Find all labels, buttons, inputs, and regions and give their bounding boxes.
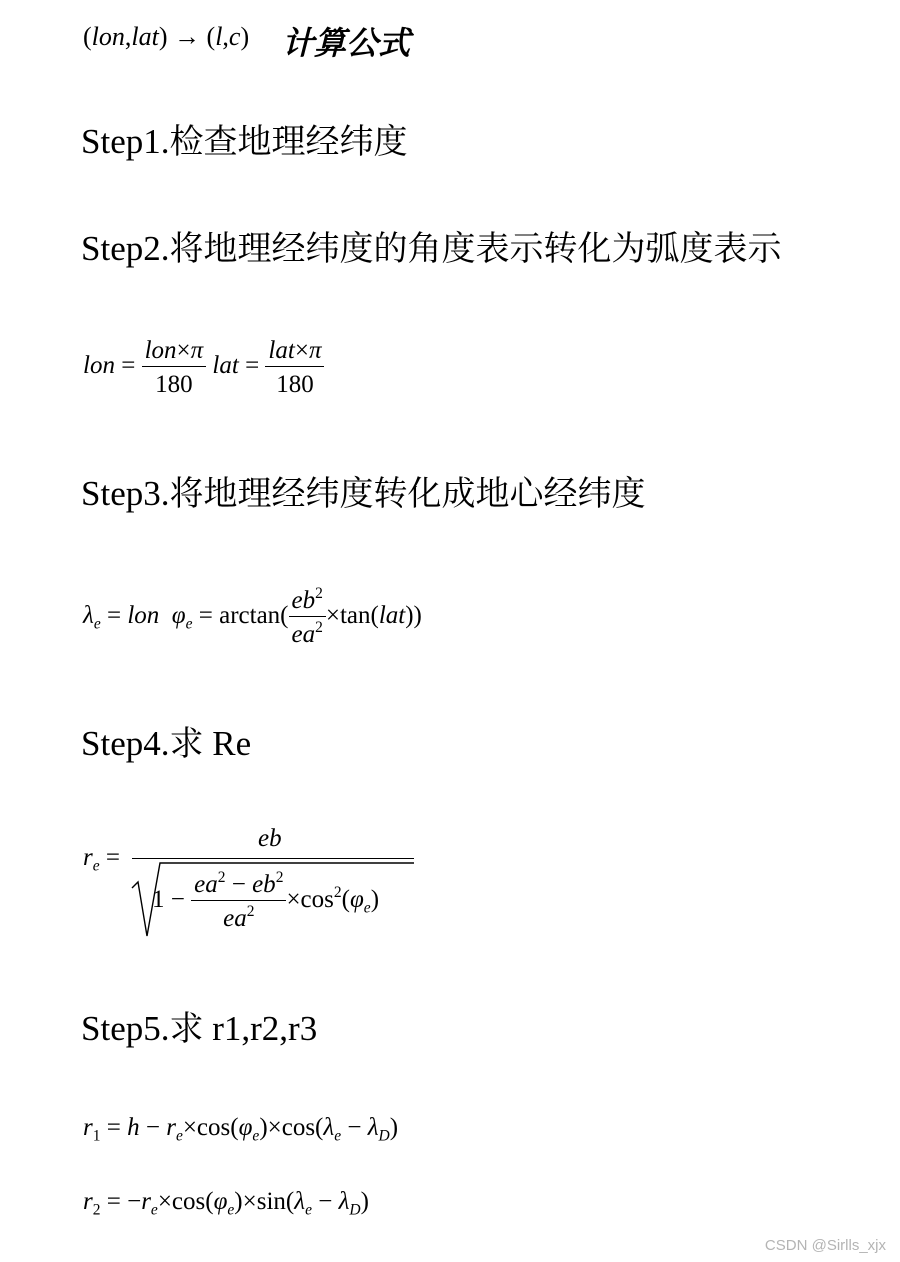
step-5-label: Step5. (81, 1009, 170, 1048)
formula-geocentric: $\lambda_e$ = lon $\varphi_e = \arctan$( $\frac{eb^2}{ea^2}$ ×tan(lat)) (83, 584, 422, 648)
formula-r1: $r_1 = h - r_e\times\cos(\varphi_e)\times\cos(\lambda_e - \lambda_D)$ (83, 1114, 399, 1145)
formula-r2: $r_2 = -r_e\times\cos(\varphi_e)\times\sin(\lambda_e - \lambda_D)$ (83, 1188, 369, 1219)
step-1-heading (81, 122, 408, 162)
title-formula: (lon,lat) → (l,c) (83, 22, 250, 51)
step-4-heading (81, 724, 252, 764)
step-3-text: 将地理经纬度转化成地心经纬度 (169, 474, 646, 514)
step-5-tail: r1,r2,r3 (203, 1009, 318, 1048)
step-5-text: 求 (169, 1009, 204, 1049)
formula-radians: lon = $\frac{\text{lon×π}}{180}$ lat = $\frac{\text{lat×π}}{180}$ (83, 338, 324, 397)
step-2-heading (81, 229, 782, 269)
step-5-heading (81, 1009, 318, 1049)
step-2-label: Step2. (81, 229, 170, 268)
step-4-tail: Re (203, 724, 252, 763)
re-lhs: $r_e$ = (83, 844, 120, 875)
step-1-text: 检查地理经纬度 (169, 122, 408, 162)
re-sqrt-content: 1 − $\frac{ea^2 - eb^2}{ea^2}$ $\times\cos^2(\varphi_e)$ (152, 868, 380, 932)
step-1-label: Step1. (81, 122, 170, 161)
step-4-label: Step4. (81, 724, 170, 763)
step-4-text: 求 (169, 724, 204, 764)
step-2-text: 将地理经纬度的角度表示转化为弧度表示 (169, 229, 782, 269)
re-numerator: eb (258, 825, 282, 852)
step-3-heading (81, 474, 646, 514)
title-label: 计算公式 (282, 24, 411, 62)
step-3-label: Step3. (81, 474, 170, 513)
watermark: CSDN @Sirlls_xjx (764, 1237, 886, 1254)
